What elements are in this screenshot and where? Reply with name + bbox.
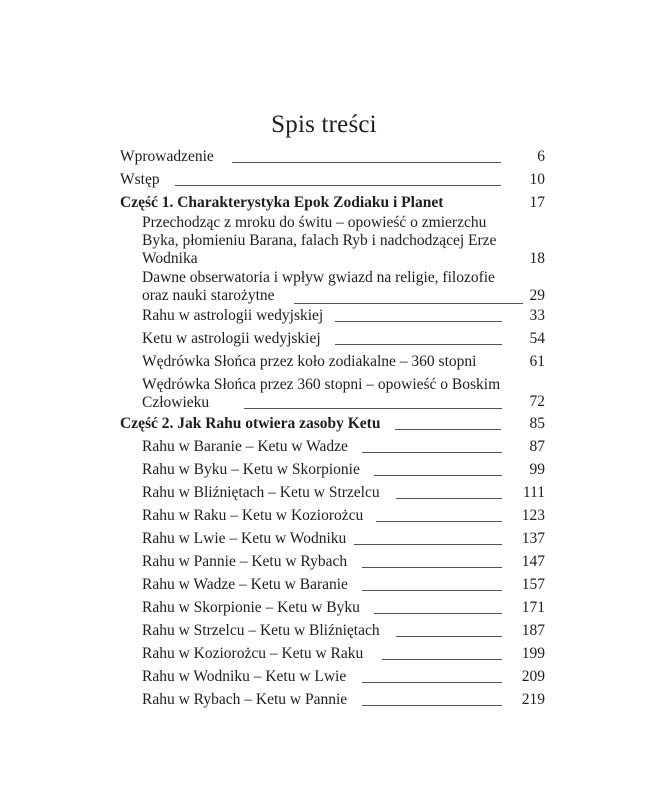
toc-entry bbox=[142, 436, 545, 457]
toc-entry-title-line: Wodnika bbox=[142, 250, 198, 267]
toc-entry bbox=[120, 169, 545, 190]
toc-entry-page: 85 bbox=[529, 415, 545, 432]
dot-leader bbox=[335, 344, 502, 345]
toc-entry-page: 157 bbox=[521, 576, 545, 593]
toc-entry bbox=[142, 620, 545, 641]
toc-entry bbox=[142, 689, 545, 710]
toc-entry-page: 219 bbox=[521, 691, 545, 708]
dot-leader bbox=[362, 682, 502, 683]
toc-entry bbox=[142, 459, 545, 480]
toc-entry bbox=[142, 305, 545, 326]
dot-leader bbox=[362, 452, 502, 453]
toc-entry-page: 147 bbox=[521, 553, 545, 570]
toc-entry-page: 209 bbox=[521, 668, 545, 685]
toc-entry-page: 111 bbox=[522, 484, 545, 501]
toc-entry-title-line: oraz nauki starożytne bbox=[142, 287, 275, 304]
toc-entry-page: 10 bbox=[529, 171, 545, 188]
page-title: Spis treści bbox=[271, 111, 377, 138]
toc-entry bbox=[142, 643, 545, 664]
toc-entry bbox=[142, 597, 545, 618]
toc-entry-title: Rahu w Skorpionie – Ketu w Byku bbox=[142, 599, 360, 616]
toc-entry-title: Rahu w Wodniku – Ketu w Lwie bbox=[142, 668, 347, 685]
toc-entry-title-line: Człowieku bbox=[142, 394, 210, 411]
toc-entry-page: 54 bbox=[529, 330, 545, 347]
toc-entry-page: 18 bbox=[529, 250, 545, 267]
toc-entry-title-line: Dawne obserwatoria i wpływ gwiazd na religie, filozofie bbox=[142, 269, 495, 286]
dot-leader bbox=[354, 544, 502, 545]
toc-entry bbox=[142, 574, 545, 595]
toc-entry-page: 187 bbox=[521, 622, 545, 639]
dot-leader bbox=[374, 475, 502, 476]
dot-leader bbox=[362, 567, 502, 568]
toc-entry-title: Część 1. Charakterystyka Epok Zodiaku i Planet bbox=[120, 194, 444, 211]
toc-entry bbox=[142, 269, 545, 305]
dot-leader bbox=[362, 705, 502, 706]
toc-entry-title: Rahu w Lwie – Ketu w Wodniku bbox=[142, 530, 347, 547]
toc-entry-title: Rahu w Rybach – Ketu w Pannie bbox=[142, 691, 348, 708]
toc-entry-title: Rahu w Bliźniętach – Ketu w Strzelcu bbox=[142, 484, 380, 501]
toc-entry-page: 17 bbox=[529, 194, 545, 211]
toc-entry-title: Rahu w astrologii wedyjskiej bbox=[142, 307, 324, 324]
toc-entry-page: 61 bbox=[529, 353, 545, 370]
toc-entry-title: Rahu w Baranie – Ketu w Wadze bbox=[142, 438, 348, 455]
toc-entry bbox=[142, 505, 545, 526]
toc-entry-title: Rahu w Byku – Ketu w Skorpionie bbox=[142, 461, 360, 478]
toc-entry-title: Ketu w astrologii wedyjskiej bbox=[142, 330, 321, 347]
toc-entry-page: 123 bbox=[521, 507, 545, 524]
dot-leader bbox=[396, 636, 502, 637]
toc-part-heading bbox=[120, 192, 545, 213]
dot-leader bbox=[294, 303, 523, 304]
toc-entry-title: Rahu w Strzelcu – Ketu w Bliźniętach bbox=[142, 622, 380, 639]
toc-part-heading bbox=[120, 413, 545, 434]
toc-entry-page: 87 bbox=[529, 438, 545, 455]
toc-entry-title: Wprowadzenie bbox=[120, 148, 214, 165]
dot-leader bbox=[376, 521, 502, 522]
toc-entry bbox=[142, 482, 545, 503]
toc-entry-title: Rahu w Koziorożcu – Ketu w Raku bbox=[142, 645, 364, 662]
dot-leader bbox=[382, 659, 502, 660]
toc-entry bbox=[142, 376, 545, 412]
toc-entry bbox=[142, 551, 545, 572]
toc-entry bbox=[142, 214, 545, 268]
toc-entry-title: Rahu w Wadze – Ketu w Baranie bbox=[142, 576, 348, 593]
toc-entry-page: 29 bbox=[529, 287, 545, 304]
dot-leader bbox=[396, 498, 502, 499]
toc-entry-title: Rahu w Pannie – Ketu w Rybach bbox=[142, 553, 348, 570]
toc-entry-page: 72 bbox=[529, 393, 545, 410]
dot-leader bbox=[175, 185, 501, 186]
toc-entry-page: 199 bbox=[521, 645, 545, 662]
toc-entry-title: Rahu w Raku – Ketu w Koziorożcu bbox=[142, 507, 364, 524]
toc-entry bbox=[120, 146, 545, 167]
toc-entry-title-line: Przechodząc z mroku do świtu – opowieść o zmierzchu bbox=[142, 214, 487, 231]
toc-entry-title-line: Wędrówka Słońca przez 360 stopni – opowieść o Boskim bbox=[142, 376, 501, 393]
toc-entry-page: 137 bbox=[521, 530, 545, 547]
toc-entry bbox=[142, 328, 545, 349]
toc-entry-page: 99 bbox=[529, 461, 545, 478]
toc-entry bbox=[142, 351, 545, 372]
dot-leader bbox=[335, 321, 502, 322]
toc-entry-page: 33 bbox=[529, 307, 545, 324]
toc-entry-title-line: Byka, płomieniu Barana, falach Ryb i nadchodzącej Erze bbox=[142, 232, 497, 249]
toc-entry-title: Część 2. Jak Rahu otwiera zasoby Ketu bbox=[120, 415, 381, 432]
toc-entry-page: 171 bbox=[521, 599, 545, 616]
toc-entry-title: Wstęp bbox=[120, 171, 160, 188]
toc-entry-page: 6 bbox=[537, 148, 545, 165]
dot-leader bbox=[244, 408, 502, 409]
toc-entry bbox=[142, 528, 545, 549]
toc-entry bbox=[142, 666, 545, 687]
dot-leader bbox=[362, 590, 502, 591]
dot-leader bbox=[232, 162, 501, 163]
dot-leader bbox=[395, 429, 501, 430]
toc-entry-title: Wędrówka Słońca przez koło zodiakalne – 360 stopni bbox=[142, 353, 477, 370]
dot-leader bbox=[374, 613, 502, 614]
